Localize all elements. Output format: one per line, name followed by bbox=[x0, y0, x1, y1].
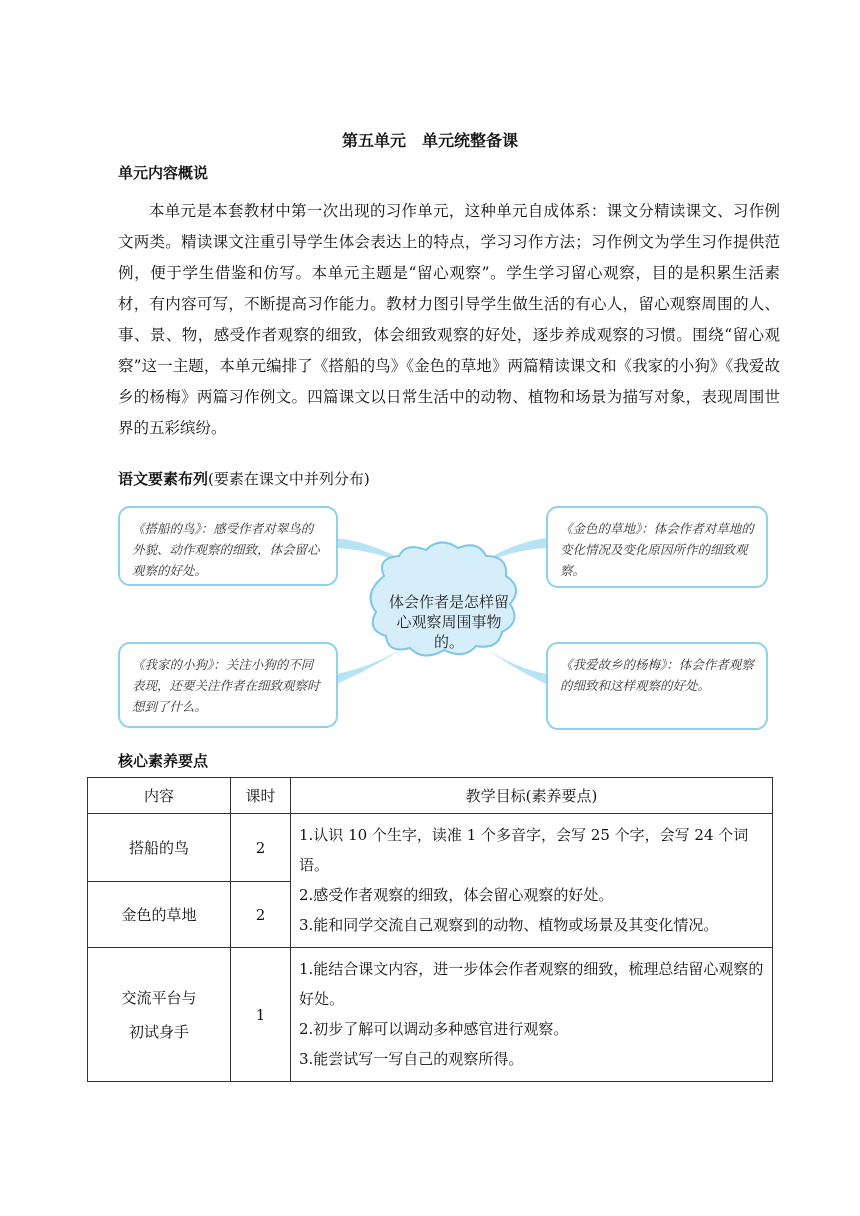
row-name-line1: 交流平台与 bbox=[121, 988, 197, 1007]
element-box-1: 《搭船的鸟》：感受作者对翠鸟的外貌、动作观察的细致，体会留心观察的好处。 bbox=[118, 506, 338, 586]
goal-item: 2.初步了解可以调动多种感官进行观察。 bbox=[299, 1020, 569, 1038]
goal-item: 1.能结合课文内容，进一步体会作者观察的细致，梳理总结留心观察的好处。 bbox=[299, 960, 764, 1008]
overview-heading: 单元内容概说 bbox=[118, 164, 209, 182]
row-name bbox=[88, 948, 231, 1082]
element-box-2: 《金色的草地》：体会作者对草地的变化情况及变化原因所作的细致观察。 bbox=[546, 506, 768, 588]
row-name: 金色的草地 bbox=[88, 882, 231, 948]
element-box-4: 《我爱故乡的杨梅》：体会作者观察的细致和这样观察的好处。 bbox=[546, 642, 768, 730]
elements-heading bbox=[118, 468, 370, 489]
element-box-3: 《我家的小狗》：关注小狗的不同表现，还要关注作者在细致观察时想到了什么。 bbox=[118, 642, 338, 728]
row-goals bbox=[291, 948, 773, 1082]
row-hours: 2 bbox=[231, 882, 291, 948]
elements-heading-note: (要素在课文中并列分布) bbox=[208, 470, 370, 488]
row-hours: 2 bbox=[231, 814, 291, 882]
elements-diagram bbox=[114, 498, 770, 738]
row-goals bbox=[291, 814, 773, 948]
core-heading: 核心素养要点 bbox=[118, 752, 209, 770]
goal-item: 3.能和同学交流自己观察到的动物、植物或场景及其变化情况。 bbox=[299, 916, 719, 934]
goal-item: 3.能尝试写一写自己的观察所得。 bbox=[299, 1050, 524, 1068]
goal-item: 2.感受作者观察的细致，体会留心观察的好处。 bbox=[299, 886, 614, 904]
table-row bbox=[88, 948, 773, 1082]
elements-heading-text: 语文要素布列 bbox=[118, 470, 209, 488]
table-row bbox=[88, 814, 773, 882]
header-hours: 课时 bbox=[231, 778, 291, 814]
page-title: 第五单元 单元统整备课 bbox=[341, 131, 518, 150]
core-table bbox=[87, 777, 773, 1082]
header-goals: 教学目标(素养要点) bbox=[291, 778, 773, 814]
header-content: 内容 bbox=[88, 778, 231, 814]
center-cloud-text: 体会作者是怎样留心观察周围事物的。 bbox=[388, 593, 509, 651]
row-name-line2: 初试身手 bbox=[128, 1022, 189, 1041]
row-hours: 1 bbox=[231, 948, 291, 1082]
row-name: 搭船的鸟 bbox=[88, 814, 231, 882]
goal-item: 1.认识 10 个生字，读准 1 个多音字，会写 25 个字，会写 24 个词语。 bbox=[299, 826, 749, 874]
overview-paragraph: 本单元是本套教材中第一次出现的习作单元，这种单元自成体系：课文分精读课文、习作例文两类。精读课文注重引导学生体会表达上的特点，学习习作方法；习作例文为学生习作提供范例，便于学生借鉴和仿写。本单元主题是“留心观察”。学生学习留心观察，目的是积累生活素材，有内容可写，不断提高习作能力。教材力图引导学生做生活的有心人，留心观察周围的人、事、景、物，感受作者观察的细致，体会细致观察的好处，逐步养成观察的习惯。围绕“留心观察”这一主题，本单元编排了《搭船的鸟》《金色的草地》两篇精读课文和《我家的小狗》《我爱故乡的杨梅》两篇习作例文。四篇课文以日常生活中的动物、植物和场景为描写对象，表现周围世界的五彩缤纷。 bbox=[118, 202, 780, 437]
table-header-row bbox=[88, 778, 773, 814]
